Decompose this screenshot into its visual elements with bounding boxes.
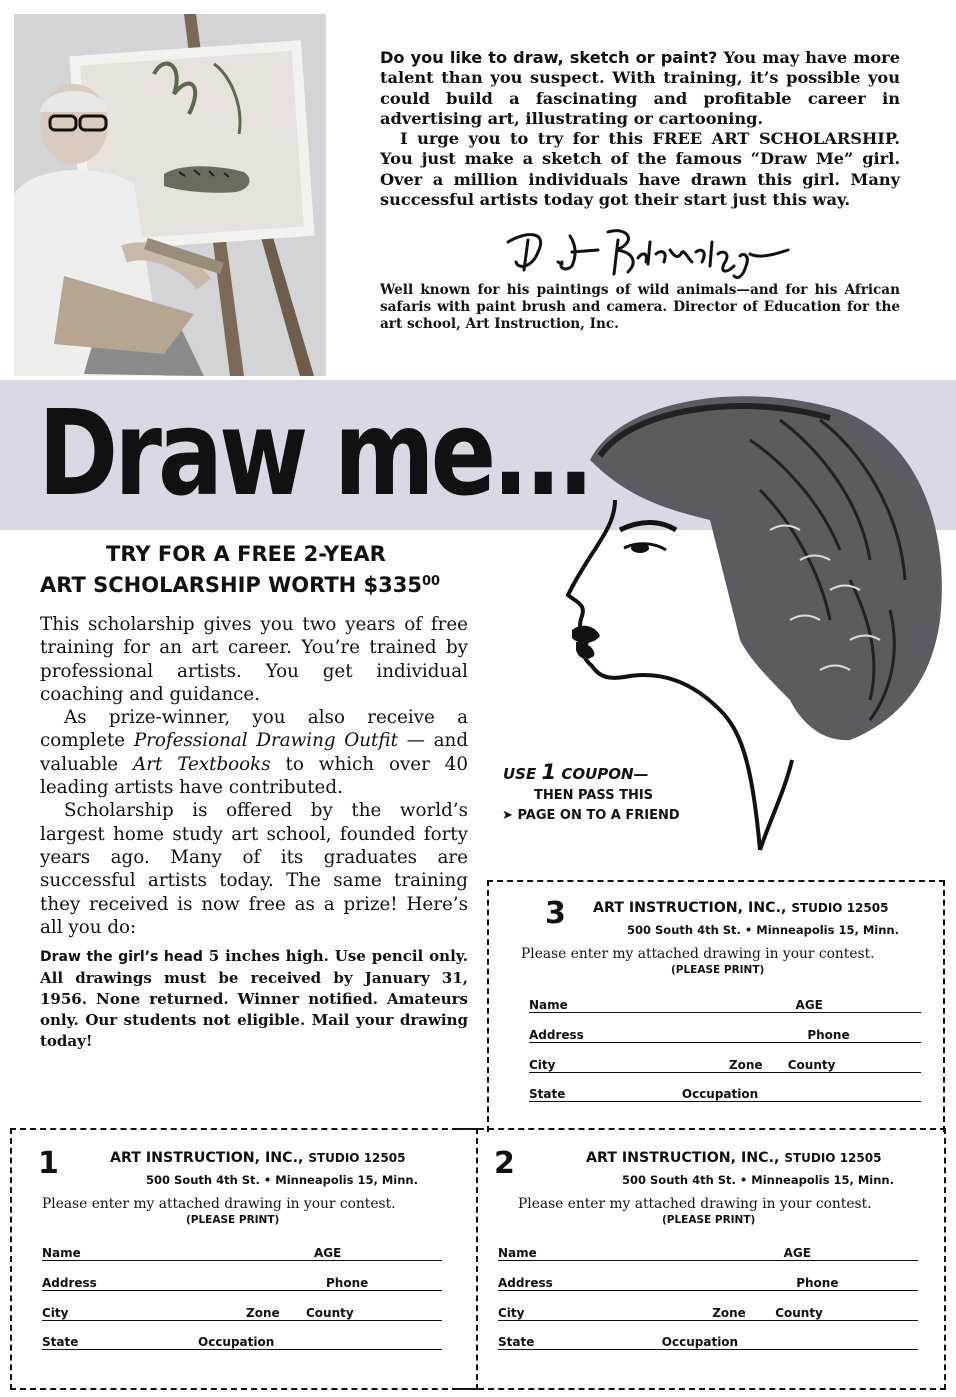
coupon-3[interactable] [487, 880, 945, 1132]
arrow-right-icon: ➤ [502, 808, 513, 823]
occupation-label: Occupation [198, 1335, 275, 1349]
fill-in-line[interactable] [42, 1320, 442, 1321]
occupation-label: Occupation [681, 1087, 759, 1101]
state-label: State [42, 1335, 79, 1349]
coupon-count: 1 [541, 760, 557, 784]
coupon-enter-text: Please enter my attached drawing in your contest. [518, 1196, 872, 1212]
pass-note-line2-text: PAGE ON TO A FRIEND [517, 808, 680, 823]
age-label: AGE [795, 998, 823, 1012]
intro-text [380, 48, 900, 210]
state-row[interactable] [529, 1087, 921, 1101]
city-label: City [498, 1306, 525, 1320]
studio-number: STUDIO 12505 [308, 1151, 406, 1165]
body-para2 [40, 706, 468, 799]
address-label: Address [498, 1276, 553, 1290]
age-label: AGE [314, 1246, 342, 1260]
body-para2-c: — and valuable [40, 730, 469, 775]
city-row[interactable] [529, 1058, 921, 1072]
company-name: ART INSTRUCTION, INC., [593, 900, 787, 916]
body-para2-b: Professional Drawing Outfit [133, 730, 398, 752]
intro-lead-rest: You may have more talent than you suspect. With training, it’s possible you could build a fascinating and profitable career in advertising art, illustrating or cartooning. [380, 48, 900, 128]
coupon-company [110, 1150, 405, 1166]
studio-number: STUDIO 12505 [791, 901, 889, 915]
coupon-company [586, 1150, 881, 1166]
coupon-number: 2 [494, 1146, 515, 1181]
address-row[interactable] [498, 1276, 918, 1290]
zone-label: Zone [728, 1058, 763, 1072]
subhead-cents: 00 [422, 574, 441, 589]
company-name: ART INSTRUCTION, INC., [586, 1150, 780, 1166]
address-label: Address [42, 1276, 97, 1290]
zone-label: Zone [246, 1306, 280, 1320]
subhead-line2-text: ART SCHOLARSHIP WORTH $335 [40, 573, 422, 597]
use-coupon-note [503, 762, 649, 784]
coupon-number: 3 [545, 896, 566, 931]
fill-in-line[interactable] [529, 1042, 921, 1043]
age-label: AGE [783, 1246, 811, 1260]
use-word: USE [503, 765, 537, 783]
state-label: State [529, 1087, 566, 1101]
body-copy [40, 613, 468, 939]
artist-caption: Well known for his paintings of wild animals—and for his African safaris with paint brush and camera. Director of Education for the art school, Art Instruction, Inc. [380, 282, 900, 332]
rules-lead: Draw the girl’s head [40, 949, 203, 965]
fill-in-line[interactable] [529, 1072, 921, 1073]
intro-para2: I urge you to try for this FREE ART SCHOLARSHIP. You just make a sketch of the famous “Draw Me” girl. Over a million individuals have drawn this girl. Many successful artists today got their start just this way. [380, 129, 900, 210]
coupon-enter-text: Please enter my attached drawing in your contest. [42, 1196, 396, 1212]
name-row[interactable] [529, 998, 921, 1012]
coupon-enter-text: Please enter my attached drawing in your contest. [521, 946, 875, 962]
company-name: ART INSTRUCTION, INC., [110, 1150, 304, 1166]
body-para3: Scholarship is offered by the world’s largest home study art school, founded forty years ago. Many of its graduates are successful artists today. The same training they received is now free as a prize! Here’s all you do: [40, 800, 468, 938]
artist-photo [14, 14, 326, 376]
county-label: County [787, 1058, 836, 1072]
county-label: County [306, 1306, 354, 1320]
state-label: State [498, 1335, 535, 1349]
signature-icon [488, 222, 798, 282]
phone-label: Phone [796, 1276, 839, 1290]
city-label: City [529, 1058, 556, 1072]
fill-in-line[interactable] [42, 1290, 442, 1291]
intro-lead: Do you like to draw, sketch or paint? [380, 48, 718, 67]
county-label: County [775, 1306, 823, 1320]
name-row[interactable] [498, 1246, 918, 1260]
coupon-number: 1 [38, 1146, 59, 1181]
fill-in-line[interactable] [529, 1101, 921, 1102]
occupation-label: Occupation [661, 1335, 739, 1349]
coupon-please-print: (PLEASE PRINT) [186, 1214, 280, 1226]
address-label: Address [529, 1028, 584, 1042]
coupon-company [593, 900, 888, 916]
rules-rest: 5 inches high. Use pencil only. All drawings must be received by January 31, 1956. None returned. Winner notified. Amateurs only. Our students not eligible. Mail your drawing today! [40, 947, 468, 1050]
studio-number: STUDIO 12505 [784, 1151, 882, 1165]
city-row[interactable] [42, 1306, 442, 1320]
zone-label: Zone [712, 1306, 746, 1320]
name-label: Name [42, 1246, 81, 1260]
pass-note-line1: THEN PASS THIS [534, 788, 654, 803]
body-para2-a: As prize-winner, you also receive a complete [40, 707, 468, 752]
name-label: Name [529, 998, 568, 1012]
fill-in-line[interactable] [498, 1320, 918, 1321]
city-label: City [42, 1306, 69, 1320]
headline: Draw me... [38, 384, 591, 522]
phone-label: Phone [807, 1028, 850, 1042]
coupon-please-print: (PLEASE PRINT) [662, 1214, 756, 1226]
fill-in-line[interactable] [498, 1349, 918, 1350]
subhead-line1: TRY FOR A FREE 2-YEAR [106, 542, 386, 566]
body-para2-d: Art Textbooks [133, 753, 271, 775]
coupon-2[interactable] [458, 1128, 946, 1390]
coupon-address: 500 South 4th St. • Minneapolis 15, Minn. [622, 1173, 894, 1187]
subhead-line2 [40, 568, 440, 599]
coupon-address: 500 South 4th St. • Minneapolis 15, Minn. [627, 923, 899, 937]
coupon-address: 500 South 4th St. • Minneapolis 15, Minn. [146, 1173, 418, 1187]
pass-note-line2 [502, 806, 680, 826]
body-para1: This scholarship gives you two years of free training for an art career. You’re trained by professional artists. You get individual coaching and guidance. [40, 614, 468, 705]
state-row[interactable] [42, 1335, 442, 1349]
fill-in-line[interactable] [498, 1260, 918, 1261]
address-row[interactable] [42, 1276, 442, 1290]
city-row[interactable] [498, 1306, 918, 1320]
name-label: Name [498, 1246, 537, 1260]
fill-in-line[interactable] [529, 1012, 921, 1013]
contest-rules [40, 946, 468, 1052]
fill-in-line[interactable] [42, 1260, 442, 1261]
state-row[interactable] [498, 1335, 918, 1349]
coupon-1[interactable] [10, 1128, 478, 1390]
address-row[interactable] [529, 1028, 921, 1042]
fill-in-line[interactable] [498, 1290, 918, 1291]
fill-in-line[interactable] [42, 1349, 442, 1350]
phone-label: Phone [326, 1276, 369, 1290]
name-row[interactable] [42, 1246, 442, 1260]
coupon-please-print: (PLEASE PRINT) [671, 964, 765, 976]
body-para2-e: to which over 40 leading artists have contributed. [40, 753, 469, 799]
coupon-word: COUPON— [561, 765, 649, 783]
